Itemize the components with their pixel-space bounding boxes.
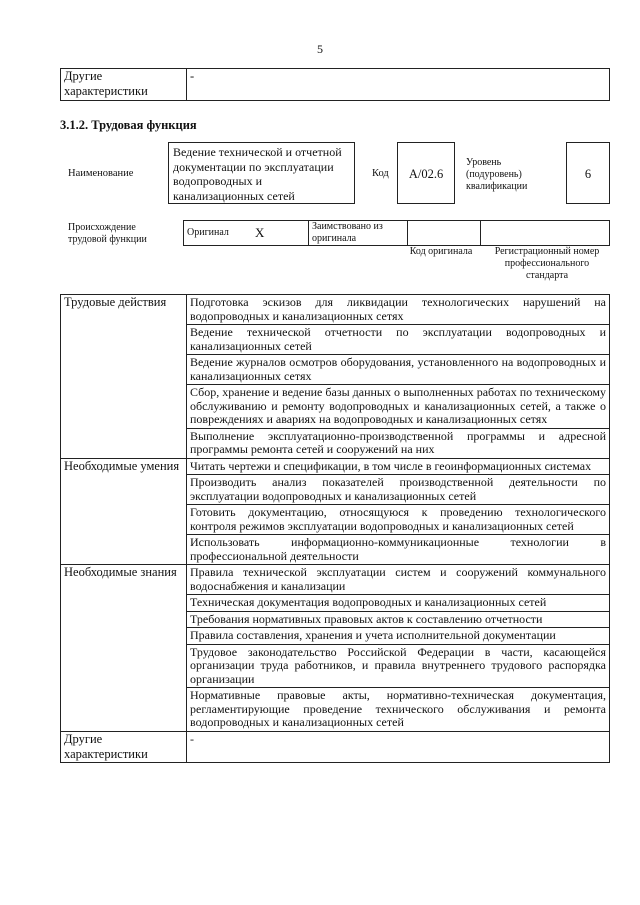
list-item: Выполнение эксплуатационно-производственной программы и адресной программы ремонта сетей и сооружений на них	[187, 428, 610, 458]
labor-actions-label: Трудовые действия	[61, 295, 187, 459]
list-item: Ведение журналов осмотров оборудования, установленного на водопроводных и канализационных сетях	[187, 355, 610, 385]
list-item: Требования нормативных правовых актов к составлению отчетности	[187, 611, 610, 628]
origin-table	[183, 220, 610, 246]
table-row	[61, 731, 610, 762]
level-label: Уровень (подуровень) квалификации	[466, 157, 528, 192]
function-details-table	[60, 294, 610, 763]
registration-number-caption: Регистрационный номер профессионального стандарта	[494, 246, 600, 281]
list-item: Подготовка эскизов для ликвидации технологических нарушений на водопроводных и канализационных сетях	[187, 295, 610, 325]
code-label: Код	[372, 168, 389, 179]
function-name-box: Ведение технической и отчетной документации по эксплуатации водопроводных и канализационных сетей	[168, 142, 355, 204]
list-item: Трудовое законодательство Российской Федерации в части, касающейся организации труда работников, и правила внутреннего трудового распорядка организации	[187, 644, 610, 688]
previous-characteristics-table	[60, 68, 610, 101]
other-characteristics-label: Другие характеристики	[61, 731, 187, 762]
list-item: Ведение технической отчетности по эксплуатации водопроводных и канализационных сетей	[187, 325, 610, 355]
list-item: Правила составления, хранения и учета исполнительной документации	[187, 628, 610, 645]
original-mark: X	[252, 221, 309, 246]
origin-label: Происхождение трудовой функции	[68, 222, 147, 245]
table-row	[61, 565, 610, 595]
section-title: 3.1.2. Трудовая функция	[60, 118, 197, 132]
qualification-level-box: 6	[566, 142, 610, 204]
name-label: Наименование	[68, 168, 134, 179]
original-label: Оригинал	[184, 221, 253, 246]
borrowed-label: Заимствовано из оригинала	[309, 221, 408, 246]
function-code-box: А/02.6	[397, 142, 455, 204]
original-code-cell	[408, 221, 481, 246]
table-row	[61, 458, 610, 475]
list-item: Использовать информационно-коммуникационные технологии в профессиональной деятельности	[187, 535, 610, 565]
required-skills-label: Необходимые умения	[61, 458, 187, 565]
list-item: Правила технической эксплуатации систем и сооружений коммунального водоснабжения и канализации	[187, 565, 610, 595]
list-item: Производить анализ показателей производственной деятельности по эксплуатации водопроводных и канализационных сетей	[187, 475, 610, 505]
original-code-caption: Код оригинала	[409, 246, 473, 257]
list-item: Нормативные правовые акты, нормативно-техническая документация, регламентирующие проведение технического обслуживания и ремонта водопроводных и канализационных сетей	[187, 688, 610, 732]
page-number: 5	[317, 42, 323, 56]
required-knowledge-label: Необходимые знания	[61, 565, 187, 732]
other-characteristics-value: -	[187, 69, 610, 101]
list-item: Техническая документация водопроводных и канализационных сетей	[187, 595, 610, 612]
other-characteristics-value: -	[187, 731, 610, 762]
other-characteristics-label: Другие характеристики	[61, 69, 187, 101]
table-row	[61, 295, 610, 325]
list-item: Готовить документацию, относящуюся к проведению технологического контроля режимов эксплуатации водопроводных и канализационных сетей	[187, 505, 610, 535]
list-item: Читать чертежи и спецификации, в том числе в геоинформационных системах	[187, 458, 610, 475]
list-item: Сбор, хранение и ведение базы данных о выполненных работах по техническому обслуживанию и ремонту водопроводных и канализационных сетей, а также о повреждениях и авариях на водопроводных и канализационных сетях	[187, 385, 610, 429]
registration-number-cell	[481, 221, 610, 246]
